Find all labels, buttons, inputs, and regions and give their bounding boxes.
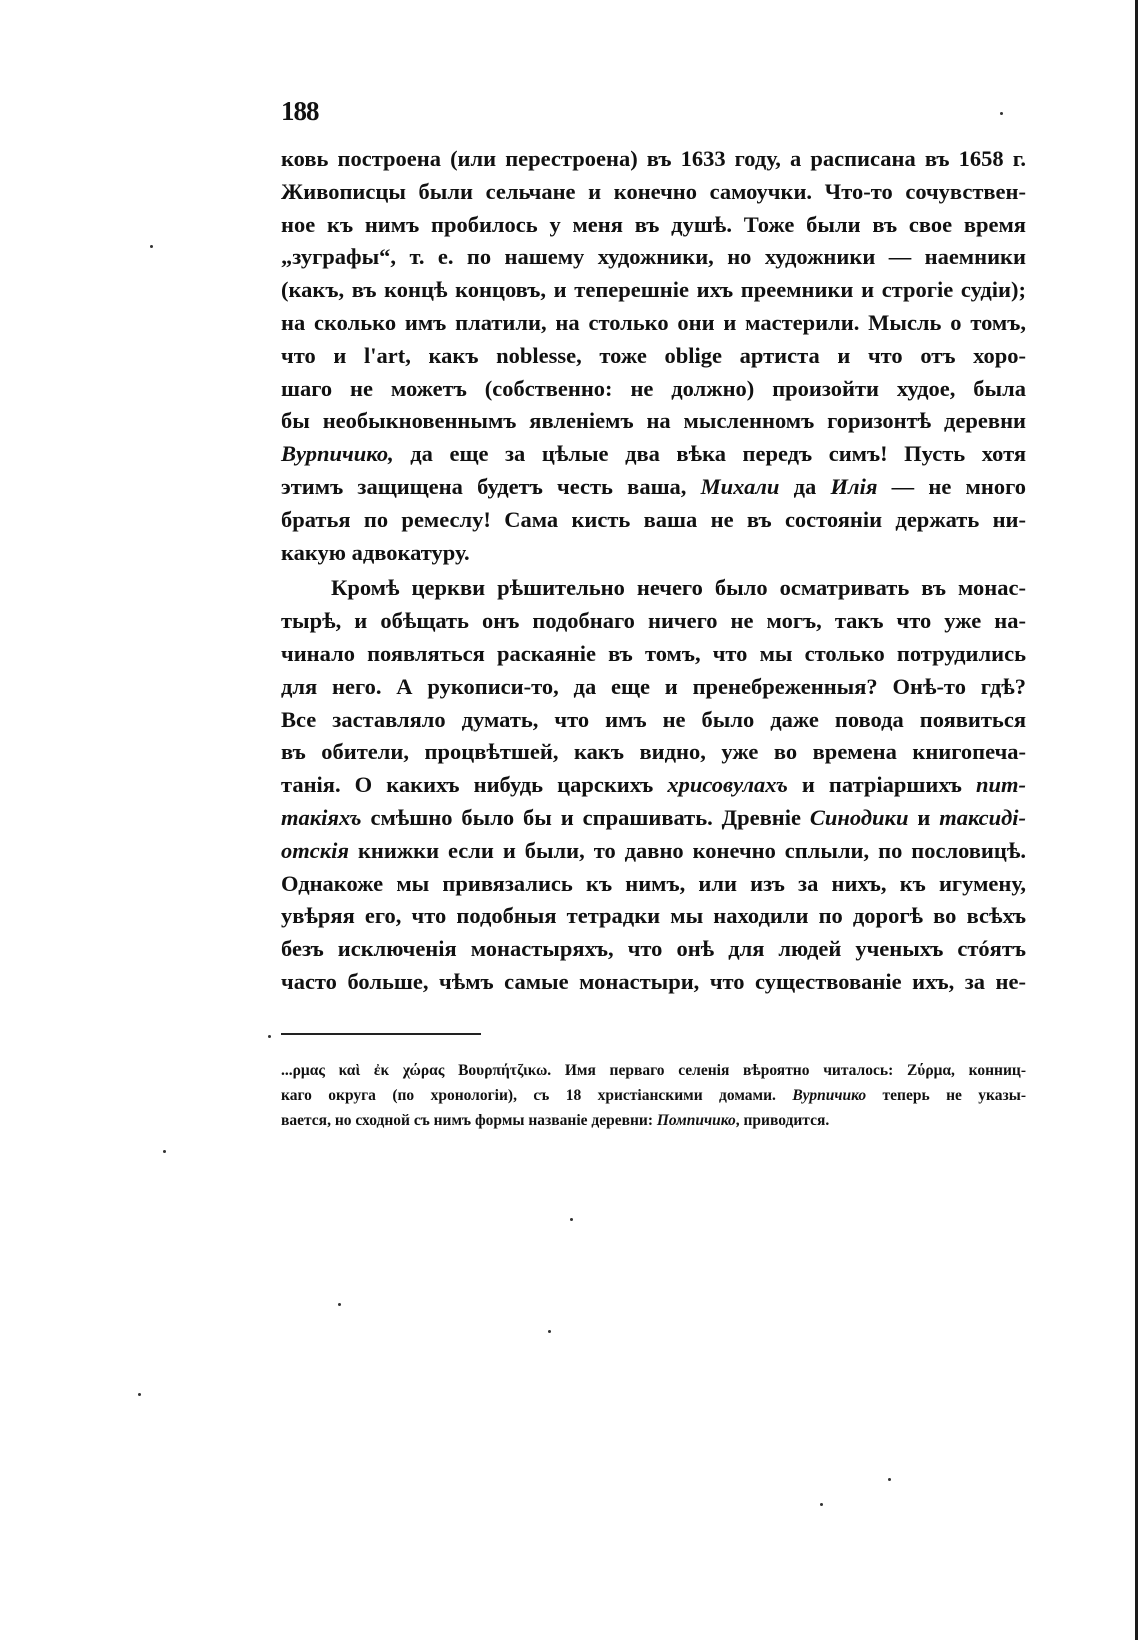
text-line (281, 373, 1026, 406)
text-segment: смѣшно было бы и спрашивать. Древніе (361, 804, 810, 830)
text-line (281, 176, 1026, 209)
text-line (281, 671, 1026, 704)
text-line (281, 340, 1026, 373)
scan-speck (888, 1478, 891, 1481)
text-segment: этимъ защищена будетъ честь ваша, (281, 473, 701, 499)
scan-speck (150, 245, 153, 248)
text-segment: да (779, 473, 831, 499)
text-line (281, 307, 1026, 340)
text-segment: безъ исключенія монастыряхъ, что онѣ для людей ученыхъ стóятъ (281, 936, 1026, 962)
page-number: 188 (281, 96, 319, 126)
text-segment: „зуграфы“, т. е. по нашему художники, но художники — наемники (281, 244, 1026, 270)
scan-speck (820, 1503, 823, 1506)
footnote-line (281, 1083, 1026, 1108)
scan-speck (138, 1393, 141, 1396)
text-line (281, 572, 1026, 605)
text-line (281, 438, 1026, 471)
text-segment: шаго не можетъ (собственно: не должно) произойти худое, была (281, 375, 1026, 401)
text-line (281, 504, 1026, 537)
text-segment: книжки если и были, то давно конечно сплыли, по пословицѣ. (348, 837, 1026, 863)
text-segment: для него. А рукописи-то, да еще и пренебреженныя? Онѣ-то гдѣ? (281, 673, 1026, 699)
text-segment: вается, но сходной съ нимъ формы названіе деревни: (281, 1112, 657, 1129)
italic-text: отскія (281, 837, 349, 863)
text-line (281, 900, 1026, 933)
text-segment: чинало появляться раскаяніе въ томъ, что мы столько потрудились (281, 640, 1026, 666)
scan-speck (338, 1303, 341, 1306)
italic-text: Синодики (809, 804, 909, 830)
footnote-rule (281, 1033, 481, 1035)
text-segment: часто больше, чѣмъ самые монастыри, что существованіе ихъ, за не- (281, 968, 1026, 994)
text-segment: бы необыкновеннымъ явленіемъ на мысленномъ горизонтѣ деревни (281, 408, 1026, 434)
text-line (281, 868, 1026, 901)
text-line (281, 537, 1026, 570)
text-segment: — не много (877, 473, 1026, 499)
text-segment: что и l'art, какъ noblesse, тоже oblige артиста и что отъ хоро- (281, 342, 1026, 368)
text-segment: тырѣ, и обѣщать онъ подобнаго ничего не могъ, такъ что уже на- (281, 608, 1026, 634)
text-segment: увѣряя его, что подобныя тетрадки мы находили по дорогѣ во всѣхъ (281, 903, 1026, 929)
text-line (281, 835, 1026, 868)
text-segment: (какъ, въ концѣ концовъ, и теперешніе ихъ преемники и строгіе судіи); (281, 277, 1026, 303)
scan-speck (1000, 112, 1003, 115)
text-segment: танія. О какихъ нибудь царскихъ (281, 772, 668, 798)
text-line (281, 769, 1026, 802)
text-line (281, 802, 1026, 835)
italic-text: хрисовулахъ (667, 772, 788, 798)
text-line (281, 241, 1026, 274)
text-segment: Живописцы были сельчане и конечно самоучки. Что-то сочувствен- (281, 178, 1026, 204)
italic-text: Вурпичико, (281, 441, 394, 467)
text-segment: братья по ремеслу! Сама кисть ваша не въ состояніи держать ни- (281, 506, 1026, 532)
text-line (281, 638, 1026, 671)
footnote-line (281, 1108, 1026, 1133)
italic-text: пит- (975, 772, 1026, 798)
text-line (281, 405, 1026, 438)
text-line (281, 471, 1026, 504)
text-segment: ковь построена (или перестроена) въ 1633 году, а расписана въ 1658 г. (281, 146, 1026, 171)
text-segment: Однакоже мы привязались къ нимъ, или изъ за нихъ, къ игумену, (281, 870, 1026, 896)
text-segment: каго округа (по хронологіи), съ 18 христіанскими домами. (281, 1087, 793, 1104)
text-line (281, 209, 1026, 242)
text-line (281, 736, 1026, 769)
text-segment: и (908, 804, 940, 830)
scan-speck (163, 1150, 166, 1153)
text-segment: ...ρμας καὶ ἐκ χώρας Βουρπήτζικω. Имя перваго селенія вѣроятно читалось: Ζύρμα, конниц- (281, 1062, 1026, 1079)
italic-text: Вурпичико (792, 1087, 867, 1104)
text-segment: въ обители, процвѣтшей, какъ видно, уже во времена книгопеча- (281, 739, 1026, 765)
text-segment: Кромѣ церкви рѣшительно нечего было осматривать въ монас- (331, 575, 1026, 601)
text-segment: теперь не указы- (866, 1087, 1026, 1104)
text-line (281, 966, 1026, 999)
scan-speck (570, 1218, 573, 1221)
text-line (281, 143, 1026, 176)
italic-text: Илія (830, 473, 878, 499)
italic-text: Михали (700, 473, 780, 499)
text-segment: , приводится. (735, 1112, 830, 1129)
italic-text: таксиді- (939, 804, 1026, 830)
text-segment: какую адвокатуру. (281, 539, 470, 565)
footnote-line (281, 1058, 1026, 1083)
text-segment: да еще за цѣлые два вѣка передъ симъ! Пусть хотя (393, 441, 1026, 467)
text-segment: и патріаршихъ (787, 772, 976, 798)
body-text (281, 143, 1026, 999)
text-line (281, 704, 1026, 737)
text-segment: ное къ нимъ пробилось у меня въ душѣ. Тоже были въ свое время (281, 211, 1026, 237)
text-line (281, 605, 1026, 638)
scan-edge-line (1135, 0, 1138, 1640)
italic-text: такіяхъ (281, 804, 362, 830)
text-segment: на сколько имъ платили, на столько они и мастерили. Мысль о томъ, (281, 309, 1026, 335)
italic-text: Помпичико (656, 1112, 736, 1129)
footnote-block (281, 1058, 1026, 1133)
text-segment: Все заставляло думать, что имъ не было даже повода появиться (281, 706, 1026, 732)
scan-speck (268, 1035, 271, 1038)
scan-speck (548, 1330, 551, 1333)
text-line (281, 933, 1026, 966)
text-line (281, 274, 1026, 307)
